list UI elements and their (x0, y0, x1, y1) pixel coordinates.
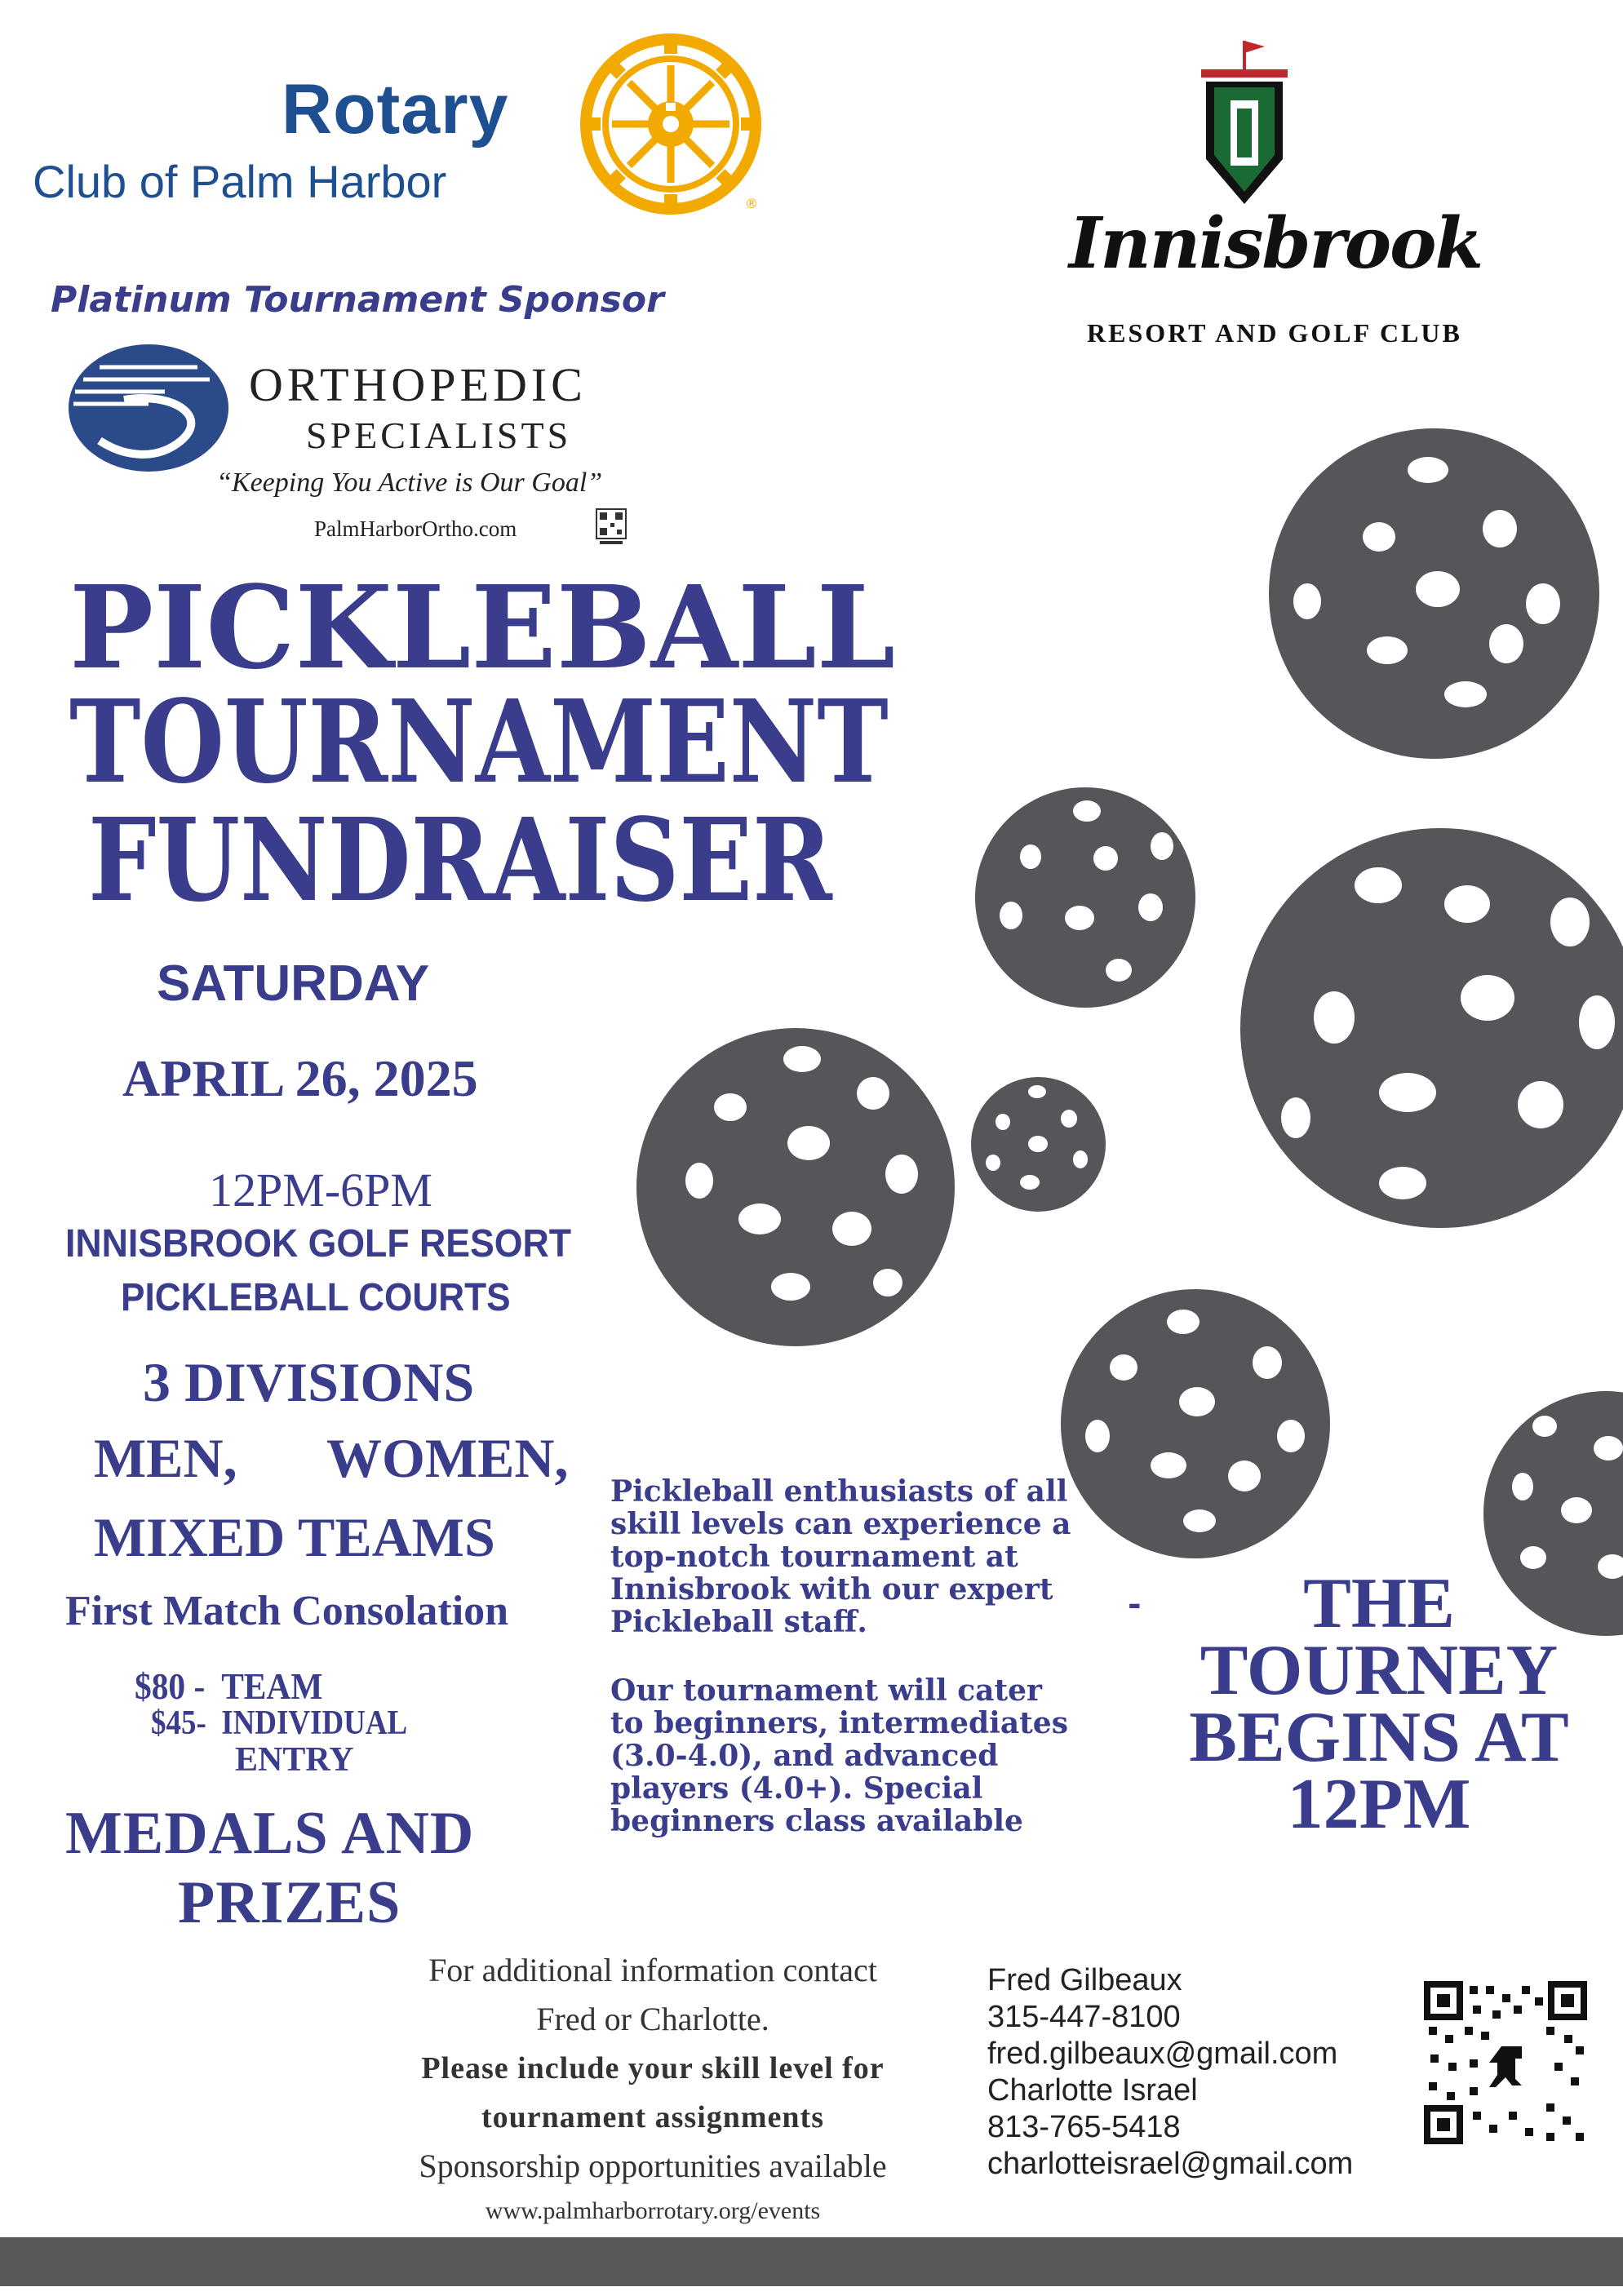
fred-email[interactable]: fred.gilbeaux@gmail.com (987, 2037, 1338, 2071)
medals-line1: MEDALS AND (65, 1800, 475, 1867)
sponsor-website[interactable]: PalmHarborOrtho.com (314, 516, 517, 541)
division-mixed: MIXED TEAMS (94, 1506, 495, 1568)
contact-info-line1: For additional information contact (428, 1952, 877, 1988)
rotary-club-name: Club of Palm Harbor (33, 156, 447, 207)
stray-dash: - (1128, 1585, 1142, 1623)
pickleball-graphic (1061, 1289, 1330, 1558)
innisbrook-name: Innisbrook (1069, 202, 1483, 285)
charlotte-phone[interactable]: 813-765-5418 (987, 2110, 1181, 2144)
tourney-line3: BEGINS AT (1189, 1698, 1569, 1777)
sponsor-qr-code-icon (596, 508, 627, 546)
charlotte-email[interactable]: charlotteisrael@gmail.com (987, 2147, 1354, 2181)
tourney-line4: 12PM (1287, 1765, 1471, 1844)
skill-line2: tournament assignments (481, 2100, 824, 2134)
description-line: Our tournament will cater (610, 1673, 1042, 1708)
contact-info-block (359, 1946, 947, 2232)
event-date: APRIL 26, 2025 (122, 1049, 478, 1107)
contact-people (987, 1962, 1353, 2183)
event-time: 12PM-6PM (209, 1164, 432, 1217)
innisbrook-shield-icon (1200, 37, 1289, 208)
description-line: players (4.0+). Special (610, 1771, 983, 1806)
division-women: WOMEN, (326, 1427, 569, 1489)
orthopedic-specialists-logo (67, 343, 230, 473)
description-line: beginners class available (610, 1804, 1023, 1838)
price-team: $80 - TEAM (135, 1665, 323, 1707)
sponsor-label: Platinum Tournament Sponsor (51, 279, 664, 321)
rotary-name: Rotary (282, 70, 509, 148)
skill-line1: Please include your skill level for (421, 2051, 885, 2085)
tourney-line1: THE (1303, 1564, 1455, 1643)
description-line: (3.0-4.0), and advanced (610, 1739, 999, 1773)
description-line: skill levels can experience a (610, 1507, 1071, 1541)
charlotte-name: Charlotte Israel (987, 2073, 1198, 2108)
footer-bar (0, 2237, 1623, 2286)
divisions-heading: 3 DIVISIONS (143, 1351, 475, 1413)
fred-phone[interactable]: 315-447-8100 (987, 2000, 1181, 2034)
contact-qr-code-icon[interactable] (1424, 1981, 1587, 2144)
contact-info-line2: Fred or Charlotte. (536, 2001, 769, 2037)
pickleball-graphic (971, 1077, 1106, 1212)
fred-name: Fred Gilbeaux (987, 1963, 1182, 1997)
description-line: Pickleball enthusiasts of all (610, 1474, 1068, 1509)
tourney-block (1167, 1564, 1591, 1844)
division-men: MEN, (94, 1427, 237, 1489)
title-line3: FUNDRAISER (88, 794, 832, 928)
description-line: top-notch tournament at (610, 1540, 1018, 1574)
title-line2: TOURNAMENT (69, 676, 889, 809)
sponsor-slogan: “Keeping You Active is Our Goal” (216, 468, 603, 498)
description-line: to beginners, intermediates (610, 1706, 1068, 1740)
pickleball-graphic (1240, 828, 1623, 1228)
rotary-website-link[interactable]: www.palmharborrotary.org/events (485, 2197, 821, 2224)
medals-line2: PRIZES (178, 1869, 401, 1936)
consolation: First Match Consolation (65, 1588, 509, 1634)
description-line: Innisbrook with our expert (610, 1572, 1053, 1607)
price-individual-entry: ENTRY (235, 1741, 354, 1779)
sponsor-company-line2: SPECIALISTS (306, 414, 572, 456)
description-line: Pickleball staff. (610, 1605, 867, 1639)
event-day: SATURDAY (157, 955, 430, 1012)
sponsorship-line: Sponsorship opportunities available (419, 2148, 887, 2184)
pickleball-graphic (975, 787, 1195, 1008)
sponsor-company-line1: ORTHOPEDIC (249, 358, 587, 411)
pickleball-graphic (636, 1028, 955, 1346)
pickleball-graphic (1269, 428, 1599, 759)
venue-line2: PICKLEBALL COURTS (121, 1276, 511, 1319)
rotary-wheel-icon (579, 33, 767, 220)
rotary-registered-mark: ® (745, 196, 758, 211)
tourney-line2: TOURNEY (1200, 1631, 1559, 1710)
title-line1: PICKLEBALL (69, 561, 896, 695)
venue-line1: INNISBROOK GOLF RESORT (65, 1222, 572, 1265)
price-individual: $45- INDIVIDUAL (151, 1704, 408, 1742)
innisbrook-tagline: RESORT AND GOLF CLUB (1087, 318, 1462, 348)
description-block (610, 1475, 1100, 1837)
